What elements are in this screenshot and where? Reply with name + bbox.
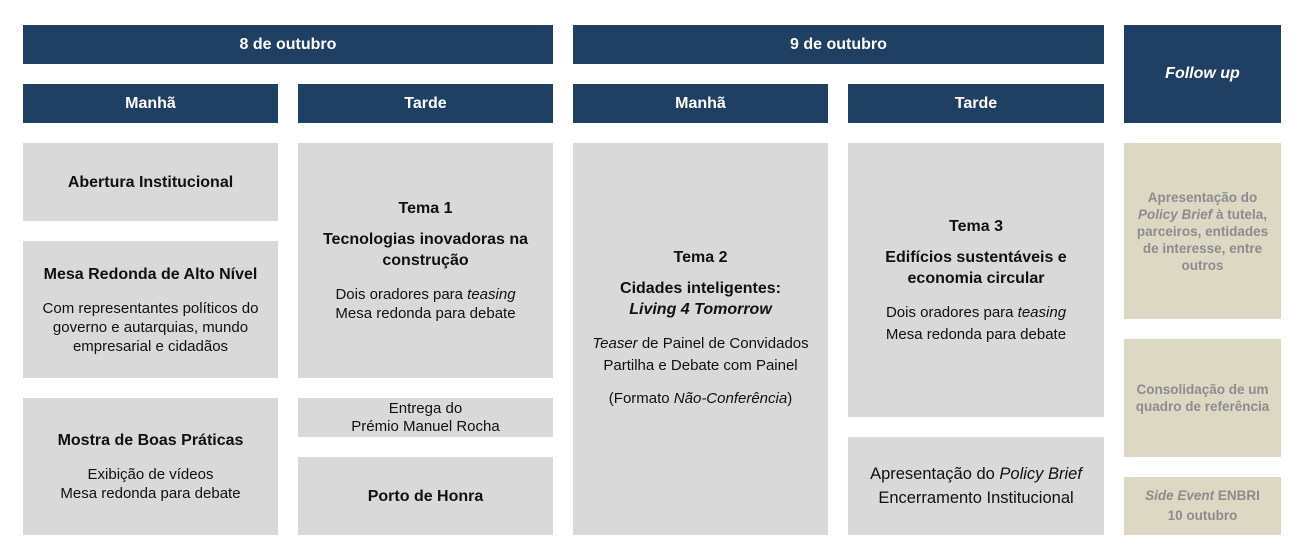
period-label: Tarde (954, 94, 998, 112)
follow-up-line: parceiros, entidades (1136, 223, 1269, 239)
follow-up-line: Consolidação de um (1136, 382, 1269, 397)
follow-up-label: Follow up (1165, 65, 1240, 82)
session-title: Porto de Honra (367, 487, 484, 505)
theme-title-line: Cidades inteligentes: (620, 279, 781, 297)
speakers-emphasis: teasing (1017, 304, 1067, 321)
theme-title-line: Edifícios sustentáveis e (885, 249, 1067, 266)
theme-title-line: Tecnologias inovadoras na (322, 231, 529, 248)
follow-up-header (1124, 25, 1281, 123)
period-label: Tarde (404, 94, 447, 112)
follow-up-line: quadro de referência (1135, 399, 1270, 414)
speakers-line (335, 285, 515, 304)
theme-title-line: economia circular (907, 270, 1045, 287)
session-title: Abertura Institucional (67, 173, 234, 191)
theme-label: Tema 1 (398, 200, 453, 217)
closing-line: Encerramento Institucional (878, 488, 1074, 507)
session-desc-line: governo e autarquias, mundo (52, 318, 249, 336)
opening-session (23, 143, 278, 221)
day-label: 9 de outubro (790, 35, 887, 53)
porto-de-honra-session (298, 457, 553, 535)
theme-title-line: construção (382, 252, 469, 269)
theme-3-session (848, 143, 1104, 417)
follow-up-line: Apresentação do (1147, 189, 1258, 205)
session-desc-line: empresarial e cidadãos (72, 337, 229, 355)
follow-up-consolidation (1124, 339, 1281, 457)
day-header-oct9 (573, 25, 1104, 64)
award-line: Prémio Manuel Rocha (351, 417, 500, 435)
share-line: Partilha e Debate com Painel (603, 356, 798, 374)
format-emphasis: Não-Conferência (673, 389, 788, 407)
teaser-emphasis: Teaser (592, 334, 638, 352)
theme-label: Tema 3 (949, 218, 1003, 235)
session-title: Mostra de Boas Práticas (57, 432, 244, 449)
theme-title-emphasis: Living 4 Tomorrow (629, 300, 772, 318)
period-header-d2-afternoon (848, 84, 1104, 123)
follow-up-line: 10 outubro (1167, 508, 1238, 523)
follow-up-emphasis: Policy Brief (1137, 206, 1213, 222)
debate-line: Mesa redonda para debate (335, 305, 516, 322)
speakers-text: Dois oradores para (885, 304, 1018, 321)
follow-up-side-event (1124, 477, 1281, 535)
good-practices-session (23, 398, 278, 535)
follow-up-line (1138, 206, 1267, 223)
day-header-oct8 (23, 25, 553, 64)
session-desc-line: Com representantes políticos do (42, 299, 259, 317)
period-header-d1-morning (23, 84, 278, 123)
closing-emphasis: Policy Brief (999, 464, 1082, 483)
period-header-d2-morning (573, 84, 828, 123)
round-table-session (23, 241, 278, 378)
session-desc-line: Mesa redonda para debate (60, 485, 241, 502)
speakers-line (886, 303, 1066, 322)
speakers-text: Dois oradores para (335, 286, 468, 303)
follow-up-line (1145, 486, 1260, 506)
session-desc-line: Exibição de vídeos (87, 466, 214, 483)
closing-text: Apresentação do (870, 464, 1000, 483)
period-label: Manhã (675, 94, 726, 112)
session-title: Mesa Redonda de Alto Nível (43, 265, 258, 283)
debate-line: Mesa redonda para debate (885, 326, 1067, 343)
day-label: 8 de outubro (239, 35, 337, 53)
theme-1-session (298, 143, 553, 378)
format-text: (Formato (608, 389, 674, 407)
teaser-line (592, 334, 808, 353)
speakers-emphasis: teasing (467, 286, 516, 303)
follow-up-text: à tutela, (1212, 206, 1268, 222)
format-line (609, 389, 792, 408)
follow-up-emphasis: Side Event (1145, 488, 1215, 503)
follow-up-policy-brief (1124, 143, 1281, 319)
period-header-d1-afternoon (298, 84, 553, 123)
closing-session (848, 437, 1104, 535)
theme-2-session (573, 143, 828, 535)
period-label: Manhã (125, 94, 176, 112)
theme-label: Tema 2 (673, 248, 728, 266)
award-session (298, 398, 553, 437)
format-text: ) (787, 389, 793, 407)
follow-up-line: de interesse, entre (1142, 240, 1263, 256)
follow-up-line: outros (1181, 257, 1224, 273)
award-line: Entrega do (388, 399, 463, 417)
closing-line (870, 464, 1082, 485)
teaser-text: de Painel de Convidados (637, 334, 809, 352)
follow-up-text: ENBRI (1214, 488, 1260, 503)
